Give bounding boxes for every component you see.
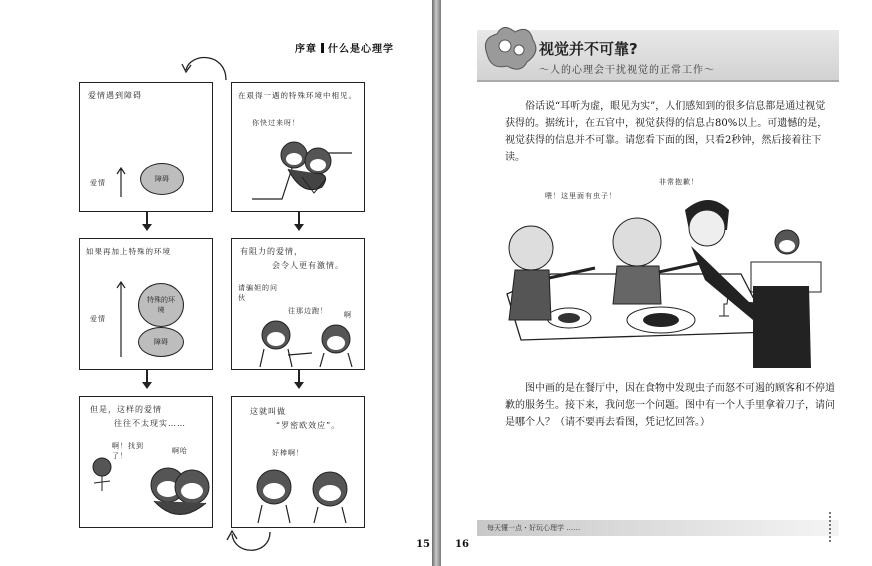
down-arrow-icon	[142, 224, 152, 231]
obstacle-blob: 障碍	[140, 163, 184, 195]
running-head	[295, 40, 394, 55]
panel-4-bubble-b: 往那边跑！	[288, 307, 328, 315]
page-number-left: 15	[416, 539, 430, 550]
running-head-divider	[321, 43, 324, 53]
chase-illustration	[248, 315, 358, 367]
panel-5-bubble-a: 啊！找到了！	[112, 442, 144, 460]
happy-couple-illustration	[246, 459, 356, 525]
panel-4-bubble-c: 啊	[344, 311, 352, 319]
panel-6-caption-line1: 这就叫做	[250, 407, 286, 416]
couple-found-illustration	[88, 455, 208, 525]
down-arrow-icon	[294, 382, 304, 389]
waiter-speech-bubble: 非常抱歉！	[659, 178, 699, 186]
comic-panel-3	[79, 238, 213, 370]
paragraph-2: 图中画的是在餐厅中，因在食物中发现虫子而怒不可遏的顾客和不停道歉的服务生。接下来，我问您一个问题。图中有一个人手里拿着刀子，请问是哪个人？（请不要再去看图，凭记忆回答。）	[505, 383, 835, 428]
panel-4-caption-line2: 会令人更有激情。	[272, 261, 344, 270]
right-page	[441, 0, 872, 566]
book-gutter	[432, 0, 441, 566]
panel-2-caption: 在艰得一遇的特殊环境中相见。	[238, 91, 357, 100]
page-number-right: 16	[455, 539, 469, 550]
chapter-title: 视觉并不可靠?	[539, 40, 638, 58]
panel-2-bubble: 你快过来呀！	[252, 119, 300, 127]
comic-panel-5	[79, 396, 213, 528]
curved-arrow-top	[182, 52, 232, 82]
panel-3-axis-label: 爱情	[90, 315, 106, 323]
series-footer-text: 每天懂一点・好玩心理学 ……	[487, 524, 581, 532]
curved-arrow-bottom	[226, 528, 276, 554]
down-arrow-icon	[142, 382, 152, 389]
footer-dots	[829, 512, 833, 542]
couple-illustration	[252, 133, 352, 203]
panel-5-caption-line2: 往往不太现实……	[114, 419, 186, 428]
panel-6-caption-line2: “罗密欧效应”。	[276, 421, 341, 430]
left-page	[0, 0, 432, 566]
running-head-title: 什么是心理学	[328, 44, 394, 55]
customer-speech-bubble: 喂！这里面有虫子！	[545, 192, 617, 200]
comic-panel-1	[79, 82, 213, 212]
series-footer	[477, 520, 839, 536]
panel-5-caption-line1: 但是，这样的爱情	[90, 405, 162, 414]
obstacle-blob: 障碍	[138, 327, 184, 357]
paragraph-1: 俗话说“耳听为虚，眼见为实”，人们感知到的很多信息都是通过视觉获得的。据统计，在五官中，视觉获得的信息占80%以上。可遗憾的是，视觉获得的信息并不可靠。请您看下面的图，只看2秒钟，然后接着往下读。	[505, 101, 828, 163]
panel-1-axis-label: 爱情	[90, 179, 106, 187]
panel-5-bubble-b: 啊哈	[172, 447, 188, 455]
running-head-section: 序章	[295, 44, 317, 55]
panel-3-caption: 如果再加上特殊的环境	[86, 247, 171, 256]
restaurant-illustration	[491, 170, 831, 370]
panel-6-bubble: 好棒啊！	[272, 449, 304, 457]
down-arrow-icon	[294, 224, 304, 231]
up-arrow-icon	[116, 167, 126, 197]
comic-panel-4	[231, 238, 365, 370]
panel-4-caption-line1: 有阻力的爱情，	[240, 247, 303, 256]
chapter-subtitle: ～人的心理会干扰视觉的正常工作～	[539, 65, 715, 76]
comic-panel-6	[231, 396, 365, 528]
special-environment-blob: 特殊的环境	[138, 283, 184, 327]
panel-1-caption: 爱情遇到障碍	[88, 91, 142, 100]
panel-4-bubble-a: 请骗妲的问伙	[238, 284, 278, 302]
chapter-banner	[477, 30, 839, 82]
up-arrow-icon	[116, 281, 126, 357]
comic-panel-2	[231, 82, 365, 212]
puzzle-leaf-icon	[481, 24, 537, 74]
